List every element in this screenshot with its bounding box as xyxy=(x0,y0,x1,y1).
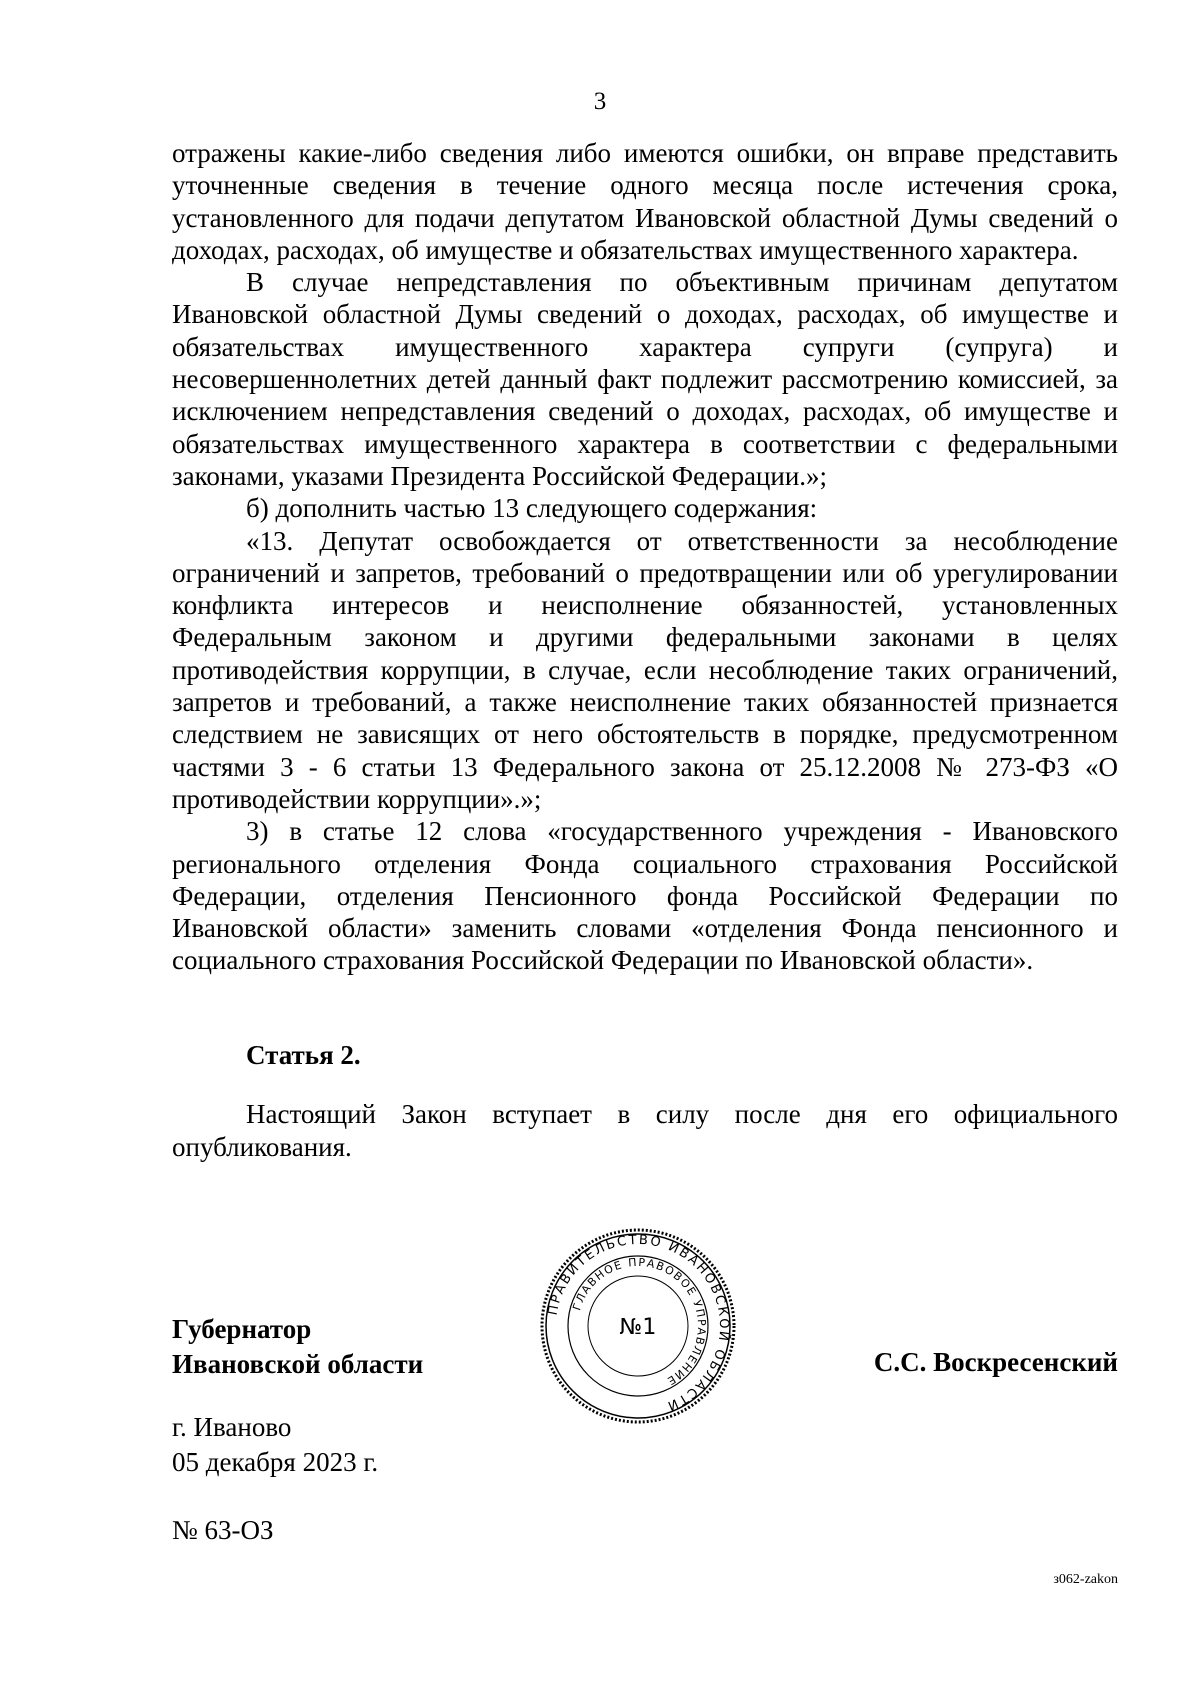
article-text: Настоящий Закон вступает в силу после дня его официального опубликования. xyxy=(172,1099,1118,1162)
article-heading: Статья 2. xyxy=(246,1040,361,1070)
page-number: 3 xyxy=(593,88,607,115)
signer-title xyxy=(172,1312,423,1382)
paragraph-4: «13. Депутат освобождается от ответственности за несоблюдение ограничений и запретов, требований о предотвращении или об урегулировании конфликта интересов и неисполнение обязанностей, установленных Федеральным законом и другими федеральными законами в целях противодействия коррупции, в случае, если несоблюдение таких ограничений, запретов и требований, а также неисполнение таких обязанностей признается следствием не зависящих от него обстоятельств в порядке, предусмотренном частями 3 - 6 статьи 13 Федерального закона от 25.12.2008 № 273-ФЗ «О противодействии коррупции».»; xyxy=(172,525,1118,814)
law-number: № 63-ОЗ xyxy=(172,1515,274,1545)
paragraph-2: В случае непредставления по объективным причинам депутатом Ивановской областной Думы сведений о доходах, расходах, об имуществе и обязательствах имущественного характера супруги (супруга) и несовершеннолетних детей данный факт подлежит рассмотрению комиссией, за исключением непредставления сведений о доходах, расходах, об имуществе и обязательствах имущественного характера в соответствии с федеральными законами, указами Президента Российской Федерации.»; xyxy=(172,267,1118,491)
seal-outer-textpath: ПРАВИТЕЛЬСТВО ИВАНОВСКОЙ ОБЛАСТИ xyxy=(545,1232,732,1414)
official-seal xyxy=(538,1226,738,1426)
place: г. Иваново xyxy=(172,1412,292,1442)
signer-title-line2: Ивановской области xyxy=(172,1349,424,1379)
place-date-block xyxy=(172,1410,378,1480)
signer-title-line1: Губернатор xyxy=(172,1314,312,1344)
seal-inner-textpath: ГЛАВНОЕ ПРАВОВОЕ УПРАВЛЕНИЕ xyxy=(570,1255,709,1389)
paragraph-3: б) дополнить частью 13 следующего содержания: xyxy=(246,493,818,524)
document-code: з062-zakon xyxy=(1053,1572,1118,1587)
body-text xyxy=(172,137,1118,977)
seal-number: №1 xyxy=(619,1315,657,1340)
paragraph-5: 3) в статье 12 слова «государственного учреждения - Ивановского регионального отделения Фонда социального страхования Российской Федерации, отделения Пенсионного фонда Российской Федерации по Ивановской области» заменить словами «отделения Фонда пенсионного и социального страхования Российской Федерации по Ивановской области». xyxy=(172,816,1118,976)
date: 05 декабря 2023 г. xyxy=(172,1447,379,1477)
paragraph-1: отражены какие-либо сведения либо имеются ошибки, он вправе представить уточненные сведения в течение одного месяца после истечения срока, установленного для подачи депутатом Ивановской областной Думы сведений о доходах, расходах, об имуществе и обязательствах имущественного характера. xyxy=(172,138,1118,265)
signer-name: С.С. Воскресенский xyxy=(873,1347,1118,1377)
